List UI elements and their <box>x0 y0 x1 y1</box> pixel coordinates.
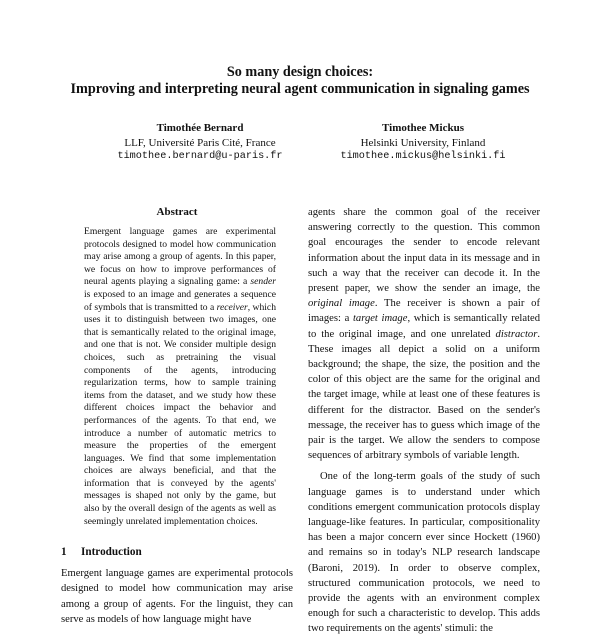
body-paragraph: One of the long-term goals of the study of such language games is to understand under which conditions emergent communication protocols display language-like features. In particular, compositionality has been a major concern ever since Hockett (1960) and remains so in today's NLP research landscape (Baroni, 2019). In order to observe complex, structured communication protocols, we need to provide the agents with an environment complex enough for such a characteristic to develop. This adds two requirements on the agents' stimuli: the <box>308 471 540 635</box>
body-segment: . The receiver is shown a pair of images: a <box>308 298 540 325</box>
body-segment: . These images all depict a solid on a uniform background; the shape, the size, the position and the color of this object are the same for the original and the target image, while at least one of these features is different for the distractor. Based on the sender's message, the receiver has to guess which image of the pair is the target. We allow the senders to compose sequences of arbitrary symbols of variable length. <box>308 328 540 462</box>
body-paragraph <box>308 205 540 463</box>
title-line-1: So many design choices: <box>226 64 374 80</box>
term-distractor: distractor <box>495 328 538 340</box>
abstract-term-receiver: receiver <box>216 301 248 313</box>
title-line-2: Improving and interpreting neural agent communication in signaling games <box>70 81 530 97</box>
author-affiliation: Helsinki University, Finland <box>360 136 486 149</box>
body-segment: , which is semantically related to the original image, and one unrelated <box>308 313 541 340</box>
abstract-segment: Emergent language games are experimental protocols designed to model how communication may arise among a group of agents. In this paper, we focus on how to improve performances of neural agents playing a signaling game: a <box>84 226 276 288</box>
abstract-term-sender: sender <box>250 276 276 288</box>
section-title: Introduction <box>81 546 142 559</box>
author-name: Timothee Mickus <box>382 122 464 134</box>
intro-paragraph: Emergent language games are experimental protocols designed to model how communication may arise among a group of agents. For the linguist, they can serve as models of how language might have <box>61 568 293 625</box>
section-number: 1 <box>61 546 67 559</box>
abstract-heading: Abstract <box>156 206 198 218</box>
author-2 <box>303 121 543 165</box>
author-affiliation: LLF, Université Paris Cité, France <box>124 136 276 149</box>
term-target-image: target image <box>352 313 408 325</box>
right-column <box>308 205 540 637</box>
abstract-segment: is exposed to an image and generates a sequence of symbols that is transmitted to a <box>84 288 276 313</box>
term-original-image: original image <box>308 298 375 310</box>
section-heading-introduction <box>61 545 293 559</box>
author-email[interactable]: timothee.mickus@helsinki.fi <box>340 151 506 162</box>
author-email[interactable]: timothee.bernard@u-paris.fr <box>117 151 283 162</box>
body-segment: agents share the common goal of the receiver answering correctly to the question. This common goal encourages the sender to encode relevant information about the input data in its message and in such a way that the receiver can decode it. In the present paper, we show the sender an image, the <box>308 207 540 295</box>
author-name: Timothée Bernard <box>156 122 244 134</box>
paper-title <box>40 64 560 98</box>
author-1 <box>80 121 320 165</box>
left-column <box>61 205 293 627</box>
abstract-segment: , which uses it to distinguish between two images, one that is semantically related to the original image, and one that is not. We consider multiple design choices, such as pretraining the visual components of the agents, introducing regularization terms, how to sample training items from the dataset, and we study how these different choices impact the behavior and performances of the agents. To that end, we introduce a number of automatic metrics to measure the properties of the emergent languages. We find that some implementation choices are always beneficial, and that the information that is conveyed by the agents' messages is shaped not only by the game, but also by the overall design of the agents as well as seemingly unrelated implementation choices. <box>84 301 276 527</box>
abstract-text <box>84 226 276 528</box>
